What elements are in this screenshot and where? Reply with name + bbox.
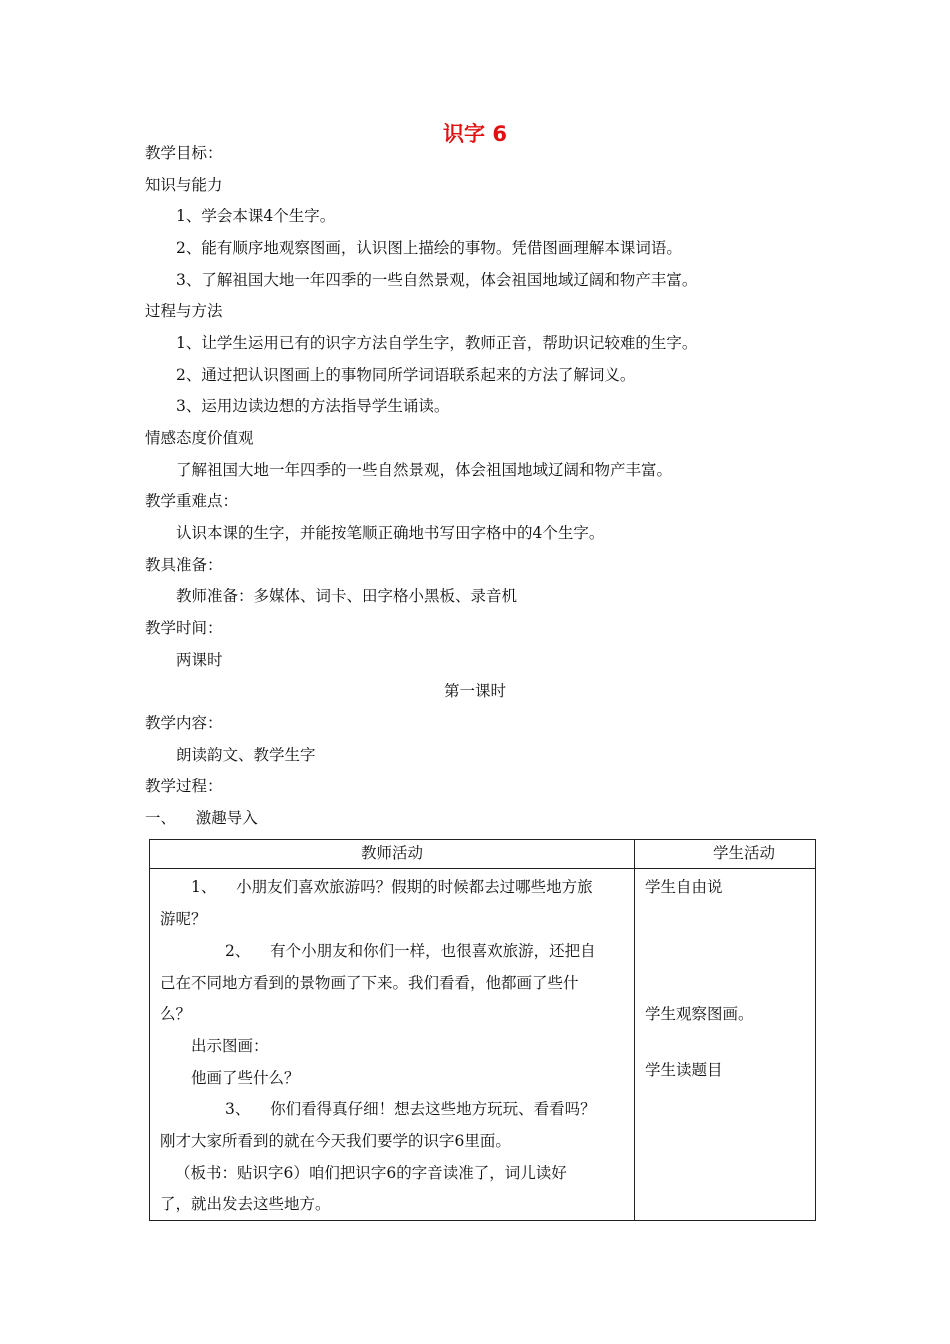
teacher-line: 3、 你们看得真仔细！想去这些地方玩玩、看看吗？ [225, 1100, 596, 1118]
procedure-heading: 教学过程： [145, 777, 223, 795]
teacher-line: 2、 有个小朋友和你们一样，也很喜欢旅游，还把自 [225, 942, 596, 960]
student-line: 学生自由说 [645, 878, 723, 896]
table-row [150, 869, 816, 1221]
knowledge-item-2: 2、能有顺序地观察图画，认识图上描绘的事物。凭借图画理解本课词语。 [176, 239, 682, 257]
teacher-line: 1、 小朋友们喜欢旅游吗？假期的时候都去过哪些地方旅 [191, 878, 593, 896]
tools-item: 教师准备：多媒体、词卡、田字格小黑板、录音机 [176, 587, 518, 605]
knowledge-item-1: 1、学会本课4个生字。 [176, 207, 336, 225]
goal-heading: 教学目标： [145, 144, 223, 162]
teacher-activity-cell [150, 869, 635, 1221]
process-item-2: 2、通过把认识图画上的事物同所学词语联系起来的方法了解词义。 [176, 366, 636, 384]
student-activity-cell [635, 869, 816, 1221]
content-item: 朗读韵文、教学生字 [176, 746, 316, 764]
emotion-heading: 情感态度价值观 [145, 429, 254, 447]
content-heading: 教学内容： [145, 714, 223, 732]
emotion-item-1: 了解祖国大地一年四季的一些自然景观，体会祖国地域辽阔和物产丰富。 [176, 461, 673, 479]
teacher-line: 么？ [160, 1005, 192, 1023]
teacher-line: 了，就出发去这些地方。 [160, 1195, 331, 1213]
process-item-3: 3、运用边读边想的方法指导学生诵读。 [176, 397, 450, 415]
teacher-line: 刚才大家所看到的就在今天我们要学的识字6里面。 [160, 1132, 511, 1150]
knowledge-heading: 知识与能力 [145, 176, 223, 194]
lesson-one-heading: 第一课时 [443, 682, 506, 700]
time-item: 两课时 [176, 651, 223, 669]
teacher-line: 己在不同地方看到的景物画了下来。我们看看，他都画了些什 [160, 974, 579, 992]
key-points-item: 认识本课的生字，并能按笔顺正确地书写田字格中的4个生字。 [176, 524, 605, 542]
student-activity-header: 学生活动 [635, 840, 816, 869]
tools-heading: 教具准备： [145, 556, 223, 574]
time-heading: 教学时间： [145, 619, 223, 637]
table-header-row [150, 840, 816, 869]
student-line: 学生观察图画。 [645, 1005, 754, 1023]
process-heading: 过程与方法 [145, 302, 223, 320]
process-item-1: 1、让学生运用已有的识字方法自学生字，教师正音，帮助识记较难的生字。 [176, 334, 698, 352]
teacher-line: 游呢？ [160, 910, 207, 928]
knowledge-item-3: 3、了解祖国大地一年四季的一些自然景观，体会祖国地域辽阔和物产丰富。 [176, 271, 698, 289]
activity-table [149, 839, 816, 1221]
teacher-activity-header: 教师活动 [150, 840, 635, 869]
teacher-line: （板书：贴识字6）咱们把识字6的字音读准了，词儿读好 [175, 1164, 567, 1182]
step-one-heading: 一、 激趣导入 [145, 809, 258, 827]
teacher-line: 出示图画： [191, 1037, 269, 1055]
document-title: 识字 6 [443, 122, 507, 146]
teacher-line: 他画了些什么？ [191, 1069, 300, 1087]
student-line: 学生读题目 [645, 1061, 723, 1079]
key-points-heading: 教学重难点： [145, 492, 239, 510]
